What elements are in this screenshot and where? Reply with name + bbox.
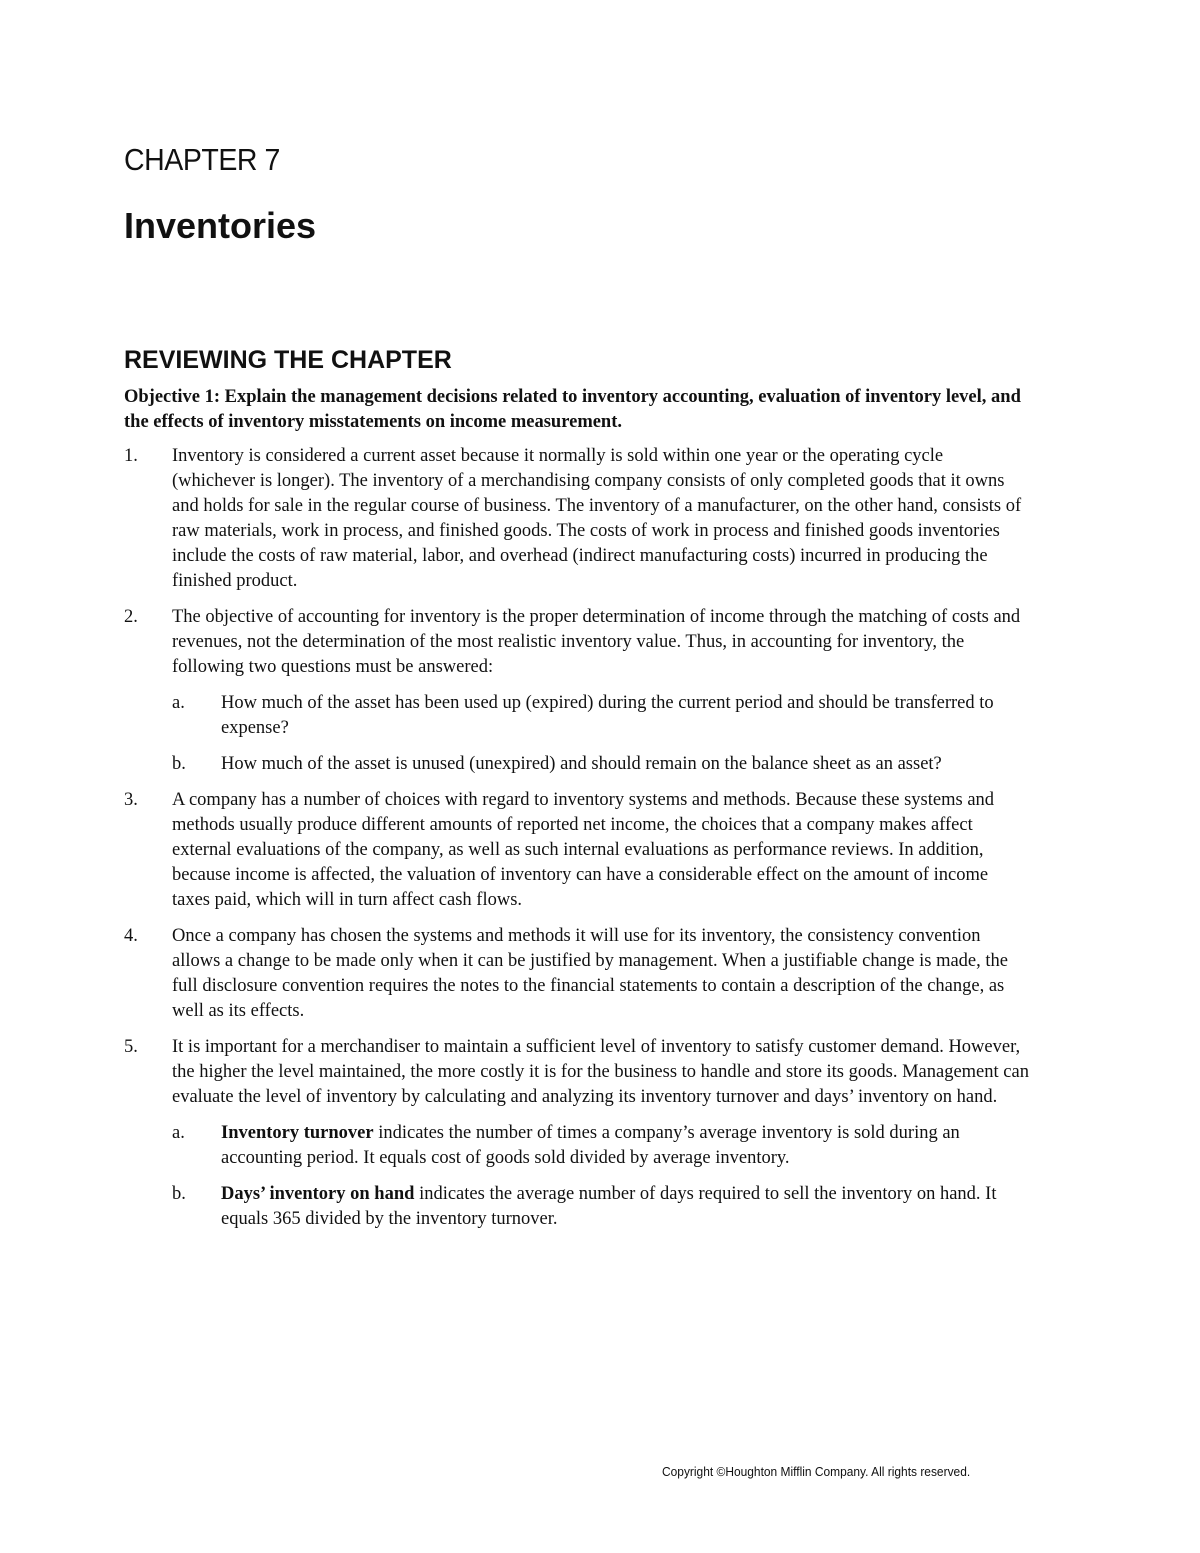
sub-list-item-letter: b. xyxy=(172,754,186,774)
list-item-text: Inventory is considered a current asset because it normally is sold within one year or the operating cycle (whichever is longer). The inventory of a merchandising company consists of only completed goods that it owns and holds for sale in the regular course of business. The inventory of a manufacturer, on the other hand, consists of raw materials, work in process, and finished goods. The costs of work in process and finished goods inventories include the costs of raw material, labor, and overhead (indirect manufacturing costs) incurred in producing the finished product. xyxy=(172,446,1022,591)
sub-list-item-letter: a. xyxy=(172,693,185,713)
list-item-text: A company has a number of choices with regard to inventory systems and methods. Because these systems and methods usually produce different amounts of reported net income, the choices that a company makes affect external evaluations of the company, as well as such internal evaluations as performance reviews. In addition, because income is affected, the valuation of inventory can have a considerable effect on the amount of income taxes paid, which will in turn affect cash flows. xyxy=(172,790,995,910)
list-item-text: It is important for a merchandiser to maintain a sufficient level of inventory to satisfy customer demand. However, the higher the level maintained, the more costly it is for the business to handle and store its goods. Management can evaluate the level of inventory by calculating and analyzing its inventory turnover and days’ inventory on hand. xyxy=(172,1037,1029,1107)
list-item xyxy=(124,924,1029,1024)
sub-list-item xyxy=(124,691,1029,741)
list-item-number: 2. xyxy=(124,607,138,627)
sub-list-item xyxy=(124,752,1029,777)
defined-term: Days’ inventory on hand xyxy=(221,1184,415,1204)
chapter-number: CHAPTER 7 xyxy=(124,142,280,177)
defined-term: Inventory turnover xyxy=(221,1123,374,1143)
list-item-number: 5. xyxy=(124,1037,138,1057)
sub-list-item xyxy=(124,1182,1029,1232)
section-heading: REVIEWING THE CHAPTER xyxy=(124,346,452,374)
sub-list-item xyxy=(124,1121,1029,1171)
sub-list-item-letter: b. xyxy=(172,1184,186,1204)
list-item xyxy=(124,605,1029,680)
copyright-footer: Copyright ©Houghton Mifflin Company. All rights reserved. xyxy=(662,1464,971,1479)
sub-list-item-text: How much of the asset has been used up (expired) during the current period and should be transferred to expense? xyxy=(221,693,994,738)
sub-list-item-text: indicates the average number of days required to sell the inventory on hand. It equals 365 divided by the inventory turnover. xyxy=(221,1184,997,1229)
objective-statement: Objective 1: Explain the management decisions related to inventory accounting, evaluation of inventory level, and the effects of inventory misstatements on income measurement. xyxy=(124,387,1021,432)
list-item-number: 4. xyxy=(124,926,138,946)
chapter-title: Inventories xyxy=(124,205,317,246)
sub-list-item-text: How much of the asset is unused (unexpired) and should remain on the balance sheet as an asset? xyxy=(221,754,942,774)
list-item-number: 1. xyxy=(124,446,138,466)
list-item xyxy=(124,444,1029,594)
list-item-number: 3. xyxy=(124,790,138,810)
list-item xyxy=(124,1035,1029,1110)
chapter-content xyxy=(124,385,1029,1243)
list-item-text: Once a company has chosen the systems and methods it will use for its inventory, the consistency convention allows a change to be made only when it can be justified by management. When a justifiable change is made, the full disclosure convention requires the notes to the financial statements to contain a description of the change, as well as its effects. xyxy=(172,926,1008,1021)
list-item xyxy=(124,788,1029,913)
sub-list-item-text: indicates the number of times a company’s average inventory is sold during an accounting period. It equals cost of goods sold divided by average inventory. xyxy=(221,1123,960,1168)
sub-list-item-letter: a. xyxy=(172,1123,185,1143)
list-item-text: The objective of accounting for inventory is the proper determination of income through the matching of costs and revenues, not the determination of the most realistic inventory value. Thus, in accounting for inventory, the following two questions must be answered: xyxy=(172,607,1021,677)
